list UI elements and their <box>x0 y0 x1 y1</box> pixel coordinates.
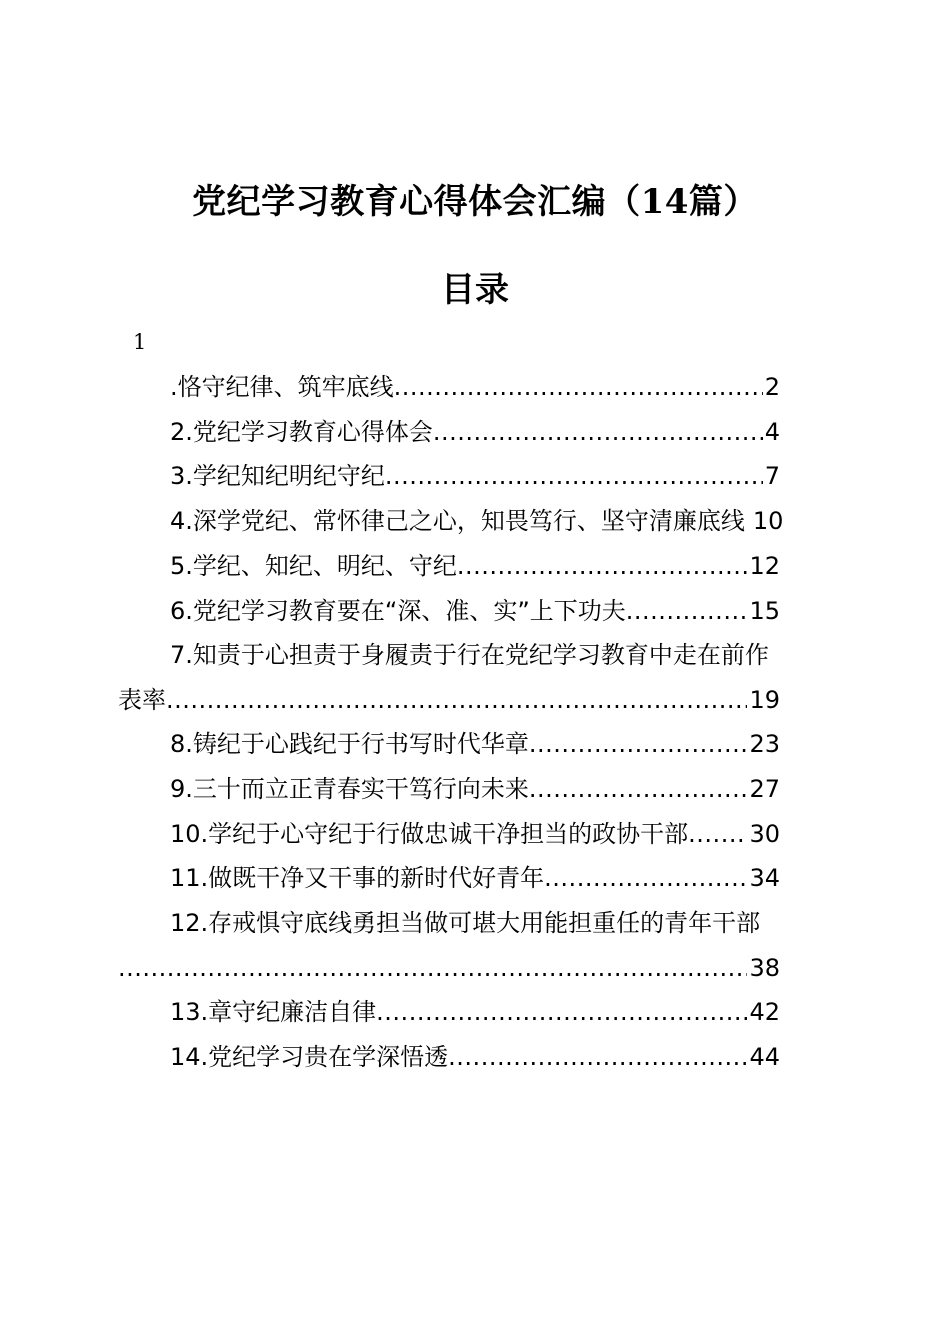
toc-entry-page: 27 <box>749 775 780 803</box>
toc-entry-page: 42 <box>749 998 780 1026</box>
toc-entry[interactable] <box>170 504 825 538</box>
toc-entry-page: 23 <box>749 730 780 758</box>
toc-entry[interactable] <box>170 638 830 672</box>
toc-entry[interactable] <box>170 817 780 851</box>
toc-entry[interactable] <box>170 906 830 940</box>
toc-entry-page: 44 <box>749 1043 780 1071</box>
toc-dot-leader <box>457 549 748 583</box>
toc-entry[interactable] <box>170 594 780 628</box>
toc-dot-leader <box>394 370 763 404</box>
toc-entry[interactable] <box>170 415 780 449</box>
toc-dot-leader <box>688 817 747 851</box>
toc-dot-leader <box>529 772 748 806</box>
page-marker-number: 1 <box>133 330 147 354</box>
toc-entry[interactable] <box>170 727 780 761</box>
toc-entry-title: 3.学纪知纪明纪守纪 <box>170 462 385 490</box>
toc-entry-page: 7 <box>764 462 780 490</box>
toc-entry-page: 12 <box>749 552 780 580</box>
toc-entry-title: 10.学纪于心守纪于行做忠诚干净担当的政协干部 <box>170 820 689 848</box>
toc-entry[interactable] <box>170 1040 780 1074</box>
toc-entry-title: 8.铸纪于心践纪于行书写时代华章 <box>170 730 529 758</box>
toc-entry-continuation[interactable] <box>118 683 780 717</box>
toc-entry-page: 15 <box>749 597 780 625</box>
toc-dot-leader <box>626 594 748 628</box>
toc-entry-title: 13.章守纪廉洁自律 <box>170 998 377 1026</box>
toc-entry-title-continued: 表率 <box>118 686 166 714</box>
toc-dot-leader <box>529 727 748 761</box>
toc-entry[interactable] <box>170 995 780 1029</box>
toc-entry-title: 11.做既干净又干事的新时代好青年 <box>170 864 545 892</box>
toc-entry-title: 14.党纪学习贵在学深悟透 <box>170 1043 449 1071</box>
toc-entry-page: 34 <box>749 864 780 892</box>
toc-entry-continuation[interactable] <box>118 951 780 985</box>
toc-entry[interactable] <box>170 370 780 404</box>
toc-entry[interactable] <box>170 549 780 583</box>
toc-entry-title: 7.知责于心担责于身履责于行在党纪学习教育中走在前作 <box>170 641 769 669</box>
toc-entry-page: 2 <box>764 373 780 401</box>
toc-entry-title: 2.党纪学习教育心得体会 <box>170 418 433 446</box>
toc-entry[interactable] <box>170 459 780 493</box>
toc-entry-title: 9.三十而立正青春实干笃行向未来 <box>170 775 529 803</box>
toc-dot-leader <box>166 683 747 717</box>
toc-entry-page: 38 <box>749 954 780 982</box>
toc-entry-title: 12.存戒惧守底线勇担当做可堪大用能担重任的青年干部 <box>170 909 761 937</box>
document-title: 党纪学习教育心得体会汇编（14篇） <box>192 182 758 222</box>
toc-entry-title: 6.党纪学习教育要在“深、准、实”上下功夫 <box>170 597 626 625</box>
toc-entry[interactable] <box>170 772 780 806</box>
toc-entry-page: 4 <box>764 418 780 446</box>
toc-entry-page: 30 <box>749 820 780 848</box>
toc-heading: 目录 <box>441 270 509 310</box>
toc-entry-title: 5.学纪、知纪、明纪、守纪 <box>170 552 457 580</box>
toc-entry[interactable] <box>170 861 780 895</box>
toc-entry-title: .恪守纪律、筑牢底线 <box>170 373 394 401</box>
toc-entry-page: 10 <box>752 507 784 535</box>
toc-dot-leader <box>118 951 747 985</box>
toc-dot-leader <box>448 1040 747 1074</box>
toc-dot-leader <box>544 861 747 895</box>
toc-dot-leader <box>376 995 747 1029</box>
toc-entry-page: 19 <box>749 686 780 714</box>
toc-dot-leader <box>433 415 763 449</box>
toc-entry-title: 4.深学党纪、常怀律己之心，知畏笃行、坚守清廉底线 <box>170 507 745 535</box>
toc-dot-leader <box>385 459 763 493</box>
